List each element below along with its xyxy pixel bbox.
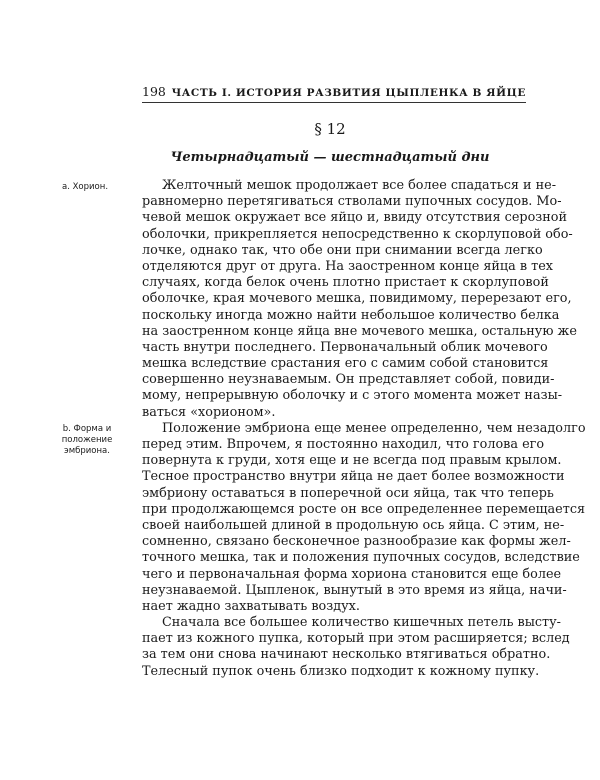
text-line: нает жадно захватывать воздух.	[142, 598, 360, 614]
text-line: поскольку иногда можно найти небольшое количество белка	[142, 307, 560, 323]
margin-note-line: положение	[61, 435, 113, 445]
text-line: за тем они снова начинают несколько втягиваться обратно.	[142, 647, 551, 663]
margin-note-line: b. Форма и	[62, 424, 112, 434]
text-line: повернута к груди, хотя еще и не всегда под правым крылом.	[142, 453, 562, 469]
body-text	[142, 178, 586, 680]
text-line: чевой мешок окружает все яйцо и, ввиду отсутствия серозной	[142, 210, 568, 226]
text-line: точного мешка, так и положения пупочных сосудов, вследствие	[142, 550, 580, 566]
text-line: Тесное пространство внутри яйца не дает более возможности	[142, 469, 565, 485]
text-line: ваться «хорионом».	[142, 404, 276, 420]
text-line: Желточный мешок продолжает все более спадаться и не-	[162, 178, 557, 193]
text-line: лочке, однако так, что обе они при снимании всегда легко	[142, 242, 543, 258]
text-line: Телесный пупок очень близко подходит к кожному пупку.	[142, 663, 540, 679]
text-line: оболочке, края мочевого мешка, повидимому, перерезают его,	[142, 291, 572, 307]
paragraph-1	[142, 178, 577, 421]
page-number: 198	[142, 84, 166, 99]
margin-note-embryo-position	[42, 424, 132, 457]
page-header	[142, 84, 526, 103]
paragraph-2	[142, 420, 586, 615]
paragraph-3	[142, 615, 570, 680]
text-line: Положение эмбриона еще менее определенно, чем незадолго	[162, 420, 586, 436]
text-line: мому, непрерывную оболочку и с этого момента может назы-	[142, 388, 563, 404]
text-line: своей наибольшей длиной в продольную ось яйца. С этим, не-	[142, 517, 565, 533]
section-number: § 12	[314, 120, 346, 138]
text-line: отделяются друг от друга. На заостренном конце яйца в тех	[142, 258, 553, 274]
text-line: эмбриону оставаться в поперечной оси яйца, так что теперь	[142, 485, 554, 501]
section-title: Четырнадцатый — шестнадцатый дни	[170, 150, 490, 165]
text-line: сомненно, связано бесконечное разнообразие как формы жел-	[142, 534, 571, 550]
text-line: перед этим. Впрочем, я постоянно находил, что голова его	[142, 437, 545, 452]
text-line: чего и первоначальная форма хориона становится еще более	[142, 566, 562, 582]
text-line: при продолжающемся росте он все определеннее перемещается	[142, 501, 586, 517]
text-line: случаях, когда белок очень плотно пристает к скорлуповой	[142, 275, 549, 291]
text-line: мешка вследствие срастания его с самим собой становится	[142, 356, 549, 372]
text-line: совершенно неузнаваемым. Он представляет собой, повиди-	[142, 372, 555, 388]
text-line: оболочки, прикрепляется непосредственно к скорлуповой обо-	[142, 226, 573, 242]
text-line: равномерно перетягиваться стволами пупочных сосудов. Мо-	[142, 194, 562, 210]
text-line: Сначала все большее количество кишечных петель высту-	[162, 615, 561, 631]
text-line: пает из кожного пупка, который при этом расширяется; вслед	[142, 631, 570, 647]
text-line: часть внутри последнего. Первоначальный облик мочевого	[142, 339, 548, 355]
text-line: неузнаваемой. Цыпленок, вынутый в это время из яйца, начи-	[142, 582, 567, 598]
running-head: ЧАСТЬ I. ИСТОРИЯ РАЗВИТИЯ ЦЫПЛЕНКА В ЯЙЦЕ	[171, 87, 526, 99]
text-line: на заостренном конце яйца вне мочевого мешка, остальную же	[142, 323, 577, 339]
margin-note-line: эмбриона.	[64, 446, 110, 456]
margin-note-chorion: a. Хорион.	[62, 182, 109, 192]
